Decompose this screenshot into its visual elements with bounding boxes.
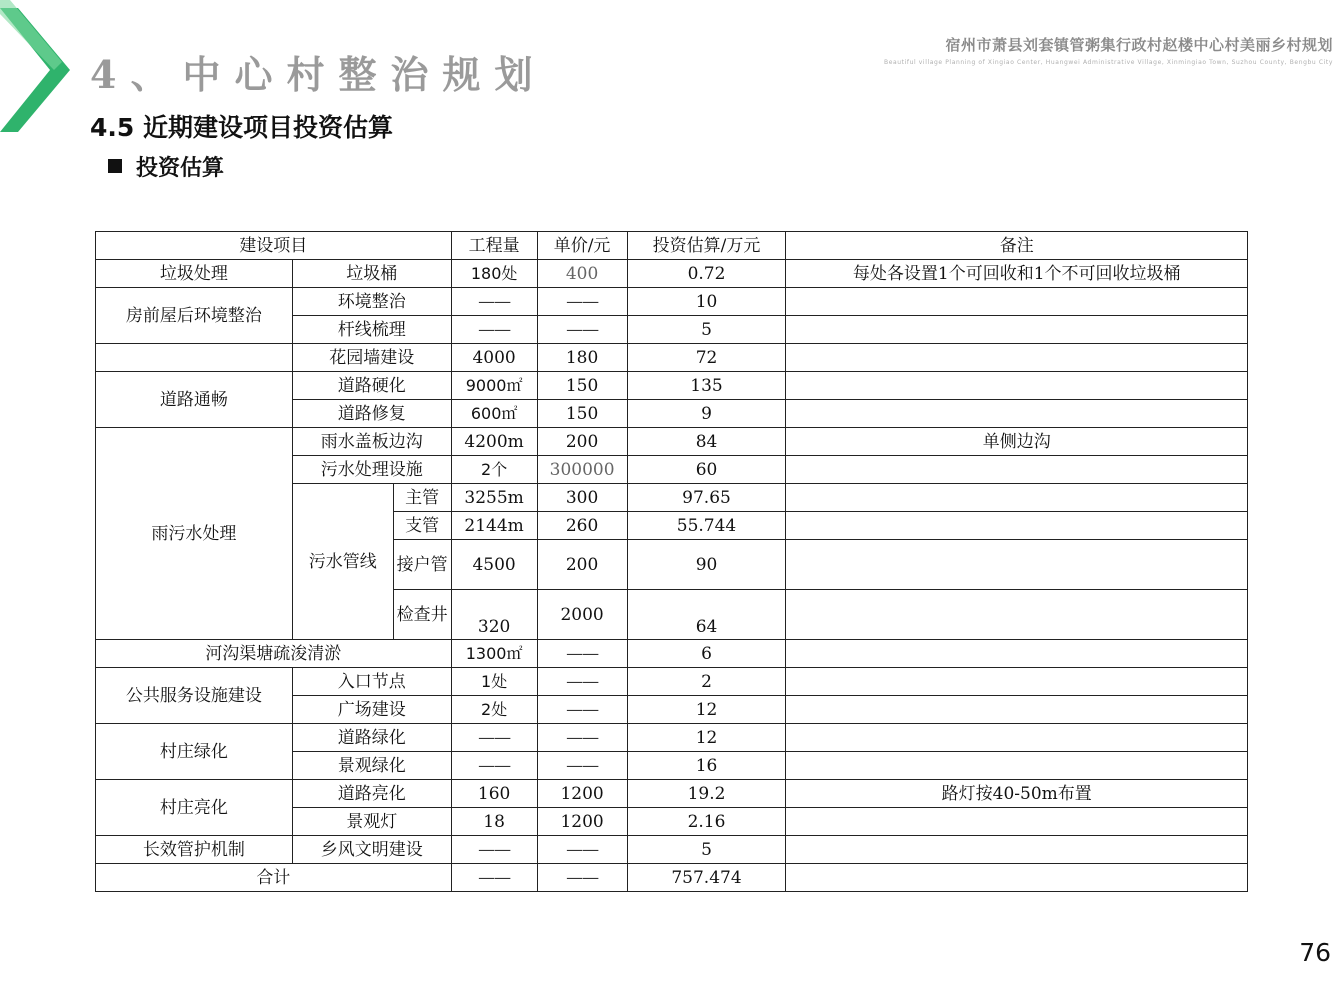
note-cell [786,590,1248,640]
quantity-cell: 320 [451,590,537,640]
subsection-title: 投资估算 [136,156,225,181]
price-cell: —— [537,864,627,892]
quantity-cell: —— [451,836,537,864]
note-cell [786,752,1248,780]
note-cell [786,668,1248,696]
price-cell: —— [537,724,627,752]
category-cell: 房前屋后环境整治 [96,288,293,344]
quantity-cell: —— [451,752,537,780]
item-cell: 主管 [393,484,451,512]
subcategory-cell: 污水管线 [292,484,393,640]
investment-cell: 2 [627,668,786,696]
price-cell: 300000 [537,456,627,484]
investment-cell: 19.2 [627,780,786,808]
project-title: 宿州市萧县刘套镇管粥集行政村赵楼中心村美丽乡村规划 [945,36,1333,54]
note-cell [786,344,1248,372]
investment-cell: 0.72 [627,260,786,288]
note-cell [786,484,1248,512]
item-cell: 景观灯 [292,808,451,836]
category-cell: 垃圾处理 [96,260,293,288]
chapter-title: 4、中心村整治规划 [90,52,547,97]
investment-cell: 60 [627,456,786,484]
note-cell: 路灯按40-50m布置 [786,780,1248,808]
category-cell: 道路通畅 [96,372,293,428]
investment-cell: 6 [627,640,786,668]
quantity-cell: 180处 [451,260,537,288]
project-subtitle: Beautiful village Planning of Xingiao Center, Huangwei Administrative Village, Xinmingiao Town, Suzhou County, Bengbu City [883,59,1333,66]
quantity-cell: 4200m [451,428,537,456]
item-cell: 花园墙建设 [292,344,451,372]
investment-cell: 90 [627,540,786,590]
note-cell [786,696,1248,724]
item-cell: 入口节点 [292,668,451,696]
table-row [96,780,1248,808]
price-cell: 150 [537,372,627,400]
total-label: 合计 [96,864,452,892]
item-cell: 雨水盖板边沟 [292,428,451,456]
item-cell: 道路硬化 [292,372,451,400]
price-cell: 1200 [537,808,627,836]
subsection-heading [108,151,224,182]
investment-cell: 12 [627,696,786,724]
table-row [96,724,1248,752]
header-cell: 建设项目 [96,232,452,260]
item-cell: 乡风文明建设 [292,836,451,864]
note-cell: 每处各设置1个可回收和1个不可回收垃圾桶 [786,260,1248,288]
item-cell: 杆线梳理 [292,316,451,344]
note-cell [786,288,1248,316]
quantity-cell: 160 [451,780,537,808]
note-cell [786,808,1248,836]
investment-cell: 10 [627,288,786,316]
table-row [96,640,1248,668]
quantity-cell: 2144m [451,512,537,540]
table-row [96,668,1248,696]
quantity-cell: 1300㎡ [451,640,537,668]
investment-cell: 12 [627,724,786,752]
category-cell: 村庄亮化 [96,780,293,836]
price-cell: 200 [537,540,627,590]
price-cell: —— [537,288,627,316]
investment-cell: 64 [627,590,786,640]
category-cell: 公共服务设施建设 [96,668,293,724]
quantity-cell: 18 [451,808,537,836]
price-cell: —— [537,752,627,780]
quantity-cell: 1处 [451,668,537,696]
note-cell [786,836,1248,864]
item-cell: 污水处理设施 [292,456,451,484]
investment-cell: 5 [627,836,786,864]
note-cell [786,640,1248,668]
quantity-cell: 4000 [451,344,537,372]
quantity-cell: —— [451,864,537,892]
note-cell: 单侧边沟 [786,428,1248,456]
note-cell [786,456,1248,484]
item-cell: 环境整治 [292,288,451,316]
section-title: 4.5 近期建设项目投资估算 [90,113,393,142]
investment-cell: 84 [627,428,786,456]
item-cell: 道路修复 [292,400,451,428]
price-cell: —— [537,668,627,696]
chevron-logo-icon [0,0,80,145]
quantity-cell: —— [451,316,537,344]
investment-cell: 55.744 [627,512,786,540]
square-bullet-icon [108,159,122,173]
price-cell: —— [537,640,627,668]
total-row [96,864,1248,892]
category-cell: 村庄绿化 [96,724,293,780]
category-cell [96,344,293,372]
investment-cell: 16 [627,752,786,780]
investment-cell: 5 [627,316,786,344]
price-cell: —— [537,696,627,724]
header-cell: 备注 [786,232,1248,260]
header-cell: 工程量 [451,232,537,260]
table-header-row [96,232,1248,260]
price-cell: —— [537,836,627,864]
item-cell: 景观绿化 [292,752,451,780]
quantity-cell: 3255m [451,484,537,512]
quantity-cell: 4500 [451,540,537,590]
note-cell [786,540,1248,590]
item-cell: 支管 [393,512,451,540]
note-cell [786,316,1248,344]
quantity-cell: —— [451,288,537,316]
price-cell: 300 [537,484,627,512]
quantity-cell: 600㎡ [451,400,537,428]
investment-cell: 72 [627,344,786,372]
category-cell: 雨污水处理 [96,428,293,640]
item-cell: 广场建设 [292,696,451,724]
price-cell: 150 [537,400,627,428]
item-cell: 检查井 [393,590,451,640]
note-cell [786,400,1248,428]
table-row [96,344,1248,372]
investment-cell: 135 [627,372,786,400]
page-number: 76 [1299,938,1331,967]
table-row [96,372,1248,400]
note-cell [786,864,1248,892]
price-cell: 1200 [537,780,627,808]
header-cell: 单价/元 [537,232,627,260]
total-investment-cell: 757.474 [627,864,786,892]
note-cell [786,724,1248,752]
item-cell: 河沟渠塘疏浚清淤 [96,640,452,668]
price-cell: 2000 [537,590,627,640]
quantity-cell: —— [451,724,537,752]
price-cell: 200 [537,428,627,456]
item-cell: 道路绿化 [292,724,451,752]
investment-cell: 2.16 [627,808,786,836]
header-cell: 投资估算/万元 [627,232,786,260]
category-cell: 长效管护机制 [96,836,293,864]
table-row [96,428,1248,456]
table-row [96,836,1248,864]
price-cell: 260 [537,512,627,540]
quantity-cell: 9000㎡ [451,372,537,400]
note-cell [786,372,1248,400]
item-cell: 道路亮化 [292,780,451,808]
price-cell: —— [537,316,627,344]
note-cell [786,512,1248,540]
table-row [96,288,1248,316]
quantity-cell: 2个 [451,456,537,484]
item-cell: 接户管 [393,540,451,590]
price-cell: 180 [537,344,627,372]
investment-table [95,231,1248,892]
item-cell: 垃圾桶 [292,260,451,288]
investment-cell: 97.65 [627,484,786,512]
price-cell: 400 [537,260,627,288]
investment-cell: 9 [627,400,786,428]
quantity-cell: 2处 [451,696,537,724]
table-row [96,260,1248,288]
